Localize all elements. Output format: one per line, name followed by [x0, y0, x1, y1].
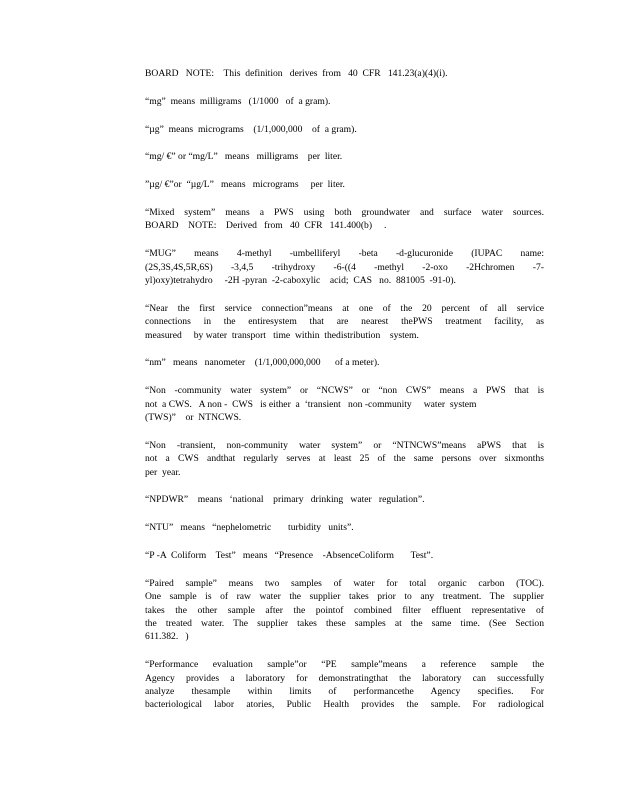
text-line: “mg/ €” or “mg/L” means milligrams per liter. — [145, 151, 343, 163]
definition-paragraph — [145, 95, 544, 108]
text-line: One sample is of raw water the supplier takes prior to any treatment. The supplier — [145, 591, 544, 603]
definition-paragraph — [145, 150, 544, 163]
text-line: (TWS)” or NTNCWS. — [145, 412, 242, 424]
definition-paragraph — [145, 493, 544, 506]
text-line: ”µg/ €”or “µg/L” means micrograms per liter. — [145, 179, 345, 191]
definition-paragraph — [145, 521, 544, 534]
text-line: yl)oxy)tetrahydro -2H -pyran -2-caboxylic acid; CAS no. 881005 -91-0). — [145, 275, 456, 286]
text-line: “P -A Coliform Test” means “Presence -AbsenceColiform Test”. — [145, 550, 434, 562]
text-line: takes the other sample after the pointof combined filter effluent representative of — [145, 604, 544, 616]
text-line: “Non -community water system” or “NCWS” or “non CWS” means a PWS that is — [145, 385, 544, 397]
text-line: BOARD NOTE: This definition derives from 40 CFR 141.23(a)(4)(i). — [145, 68, 448, 79]
definition-paragraph — [145, 123, 544, 136]
text-line: 611.382. ) — [145, 631, 189, 643]
definition-paragraph — [145, 247, 544, 287]
definition-paragraph — [145, 178, 544, 191]
text-line: “mg” means milligrams (1/1000 of a gram). — [145, 95, 331, 107]
text-line: measured by water transport time within thedistribution system. — [145, 329, 419, 341]
text-line: “Near the first service connection”means at one of the 20 percent of all service — [145, 302, 544, 314]
text-line: “Paired sample” means two samples of water for total organic carbon (TOC). — [145, 577, 544, 589]
text-line: per year. — [145, 466, 181, 478]
text-line: not a CWS andthat regularly serves at least 25 of the same persons over sixmonths — [145, 453, 544, 465]
definition-paragraph — [145, 577, 544, 644]
text-line: connections in the entiresystem that are nearest thePWS treatment facility, as — [145, 316, 544, 328]
definition-paragraph — [145, 302, 544, 342]
definition-paragraph — [145, 356, 544, 369]
text-line: “µg” means micrograms (1/1,000,000 of a gram). — [145, 123, 357, 135]
text-line: “Non -transient, non-community water system” or “NTNCWS”means aPWS that is — [145, 439, 544, 451]
definition-paragraph — [145, 206, 544, 233]
definition-paragraph — [145, 439, 544, 479]
text-line: analyze thesample within limits of performancethe Agency specifies. For — [145, 686, 544, 698]
definition-paragraph — [145, 67, 544, 80]
definition-paragraph — [145, 549, 544, 562]
definition-paragraph — [145, 658, 544, 712]
definition-paragraph — [145, 384, 544, 424]
text-line: “Performance evaluation sample”or “PE sample”means a reference sample the — [145, 659, 544, 671]
text-line: not a CWS. A non - CWS is either a ‘transient non -community water system — [145, 398, 477, 410]
text-line: bacteriological labor atories, Public Health provides the sample. For radiological — [145, 699, 544, 711]
text-line: “nm” means nanometer (1/1,000,000,000 of a meter). — [145, 357, 380, 369]
text-line: (2S,3S,4S,5R,6S) -3,4,5 -trihydroxy -6-((4 -methyl -2-oxo -2Hchromen -7- — [145, 261, 544, 273]
text-line: “Mixed system” means a PWS using both groundwater and surface water sources. — [145, 206, 544, 218]
text-line: “MUG” means 4-methyl -umbelliferyl -beta -d-glucuronide (IUPAC name: — [145, 248, 544, 260]
text-line: the treated water. The supplier takes these samples at the same time. (See Section — [145, 618, 544, 630]
text-line: Agency provides a laboratory for demonstratingthat the laboratory can successfully — [145, 672, 544, 684]
text-line: BOARD NOTE: Derived from 40 CFR 141.400(b) . — [145, 220, 387, 232]
text-line: “NTU” means “nephelometric turbidity units”. — [145, 522, 354, 534]
text-line: “NPDWR” means ‘national primary drinking water regulation”. — [145, 494, 425, 506]
